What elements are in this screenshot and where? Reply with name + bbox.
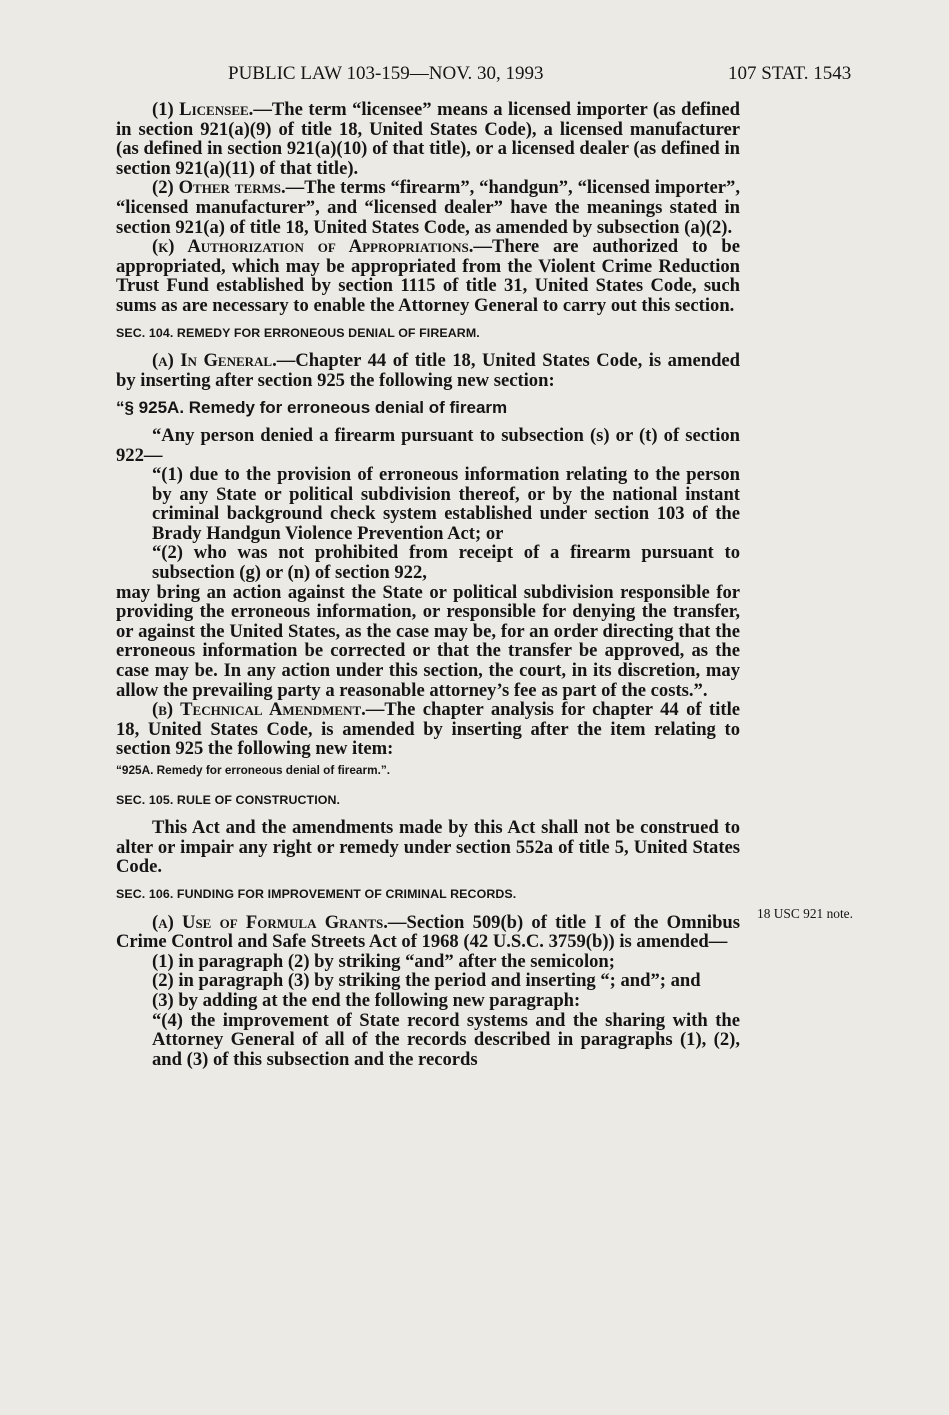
subsection-heading: (b) Technical Amendment. xyxy=(152,699,366,721)
paragraph-106a: (a) Use of Formula Grants.—Section 509(b) of title I of the Omnibus Crime Control and Safe Streets Act of 1968 (42 U.S.C. 3759(b)) is amended— xyxy=(116,911,741,953)
paragraph-105: This Act and the amendments made by this Act shall not be construed to alter or impair any right or remedy under section 552a of title 5, United States Code. xyxy=(116,817,740,878)
section-heading-104: SEC. 104. REMEDY FOR ERRONEOUS DENIAL OF FIREARM. xyxy=(116,325,480,340)
paragraph-may-bring: may bring an action against the State or political subdivision responsible for providing the erroneous information, or responsible for denying the transfer, or against the United States, as the case may be, for an order directing that the erroneous information be corrected or that the transfer be approved, as the case may be. In any action under this section, the court, in its discretion, may allow the prevailing party a reasonable attorney’s fee as part of the costs.”. xyxy=(116,581,740,701)
new-section-heading-925a: “§ 925A. Remedy for erroneous denial of firearm xyxy=(116,398,508,418)
term-heading: (2) Other terms. xyxy=(152,177,286,199)
list-item-1: (1) in paragraph (2) by striking “and” after the semicolon; xyxy=(152,950,615,972)
paragraph-other-terms: (2) Other terms.—The terms “firearm”, “handgun”, “licensed importer”, “licensed manufacturer”, and “licensed dealer” have the meanings stated in section 921(a) of title 18, United States Code, as amended by subsection (a)(2). xyxy=(116,177,740,238)
subsection-heading: (a) In General. xyxy=(152,350,277,372)
paragraph-clause-1: “(1) due to the provision of erroneous information relating to the person by any State or political subdivision thereof, or by the national instant criminal background check system established under section 103 of the Brady Handgun Violence Prevention Act; or xyxy=(152,464,740,544)
section-heading-106: SEC. 106. FUNDING FOR IMPROVEMENT OF CRIMINAL RECORDS. xyxy=(116,886,517,901)
paragraph-104b: (b) Technical Amendment.—The chapter analysis for chapter 44 of title 18, United States Code, is amended by inserting after the item relating to section 925 the following new item: xyxy=(116,699,740,760)
list-item-2: (2) in paragraph (3) by striking the period and inserting “; and”; and xyxy=(152,970,701,992)
running-header-stat-page: 107 STAT. 1543 xyxy=(728,63,852,84)
document-body xyxy=(116,100,740,1069)
running-header-title: PUBLIC LAW 103-159—NOV. 30, 1993 xyxy=(228,63,544,84)
list-item-3: (3) by adding at the end the following new paragraph: xyxy=(152,989,581,1011)
paragraph-any-person: “Any person denied a firearm pursuant to subsection (s) or (t) of section 922— xyxy=(116,424,740,466)
list-item-4: “(4) the improvement of State record systems and the sharing with the Attorney General of all of the records described in paragraphs (1), (2), and (3) of this subsection and the records xyxy=(152,1009,740,1070)
chapter-analysis-item: “925A. Remedy for erroneous denial of firearm.”. xyxy=(116,763,391,777)
term-heading: (1) Licensee. xyxy=(152,99,254,120)
subsection-heading: (k) Authorization of Appropriations. xyxy=(152,236,474,258)
paragraph-authorization: (k) Authorization of Appropriations.—There are authorized to be appropriated, which may be appropriated from the Violent Crime Reduction Trust Fund established by section 1115 of title 31, United States Code, such sums as are necessary to enable the Attorney General to carry out this section. xyxy=(116,236,740,316)
paragraph-licensee: (1) Licensee.—The term “licensee” means a licensed importer (as defined in section 921(a)(9) of title 18, United States Code), a licensed manufacturer (as defined in section 921(a)(10) of that title), or a licensed dealer (as defined in section 921(a)(11) of that title). xyxy=(116,99,740,179)
section-heading-105: SEC. 105. RULE OF CONSTRUCTION. xyxy=(116,792,341,807)
paragraph-104a: (a) In General.—Chapter 44 of title 18, United States Code, is amended by inserting after section 925 the following new section: xyxy=(116,350,741,391)
paragraph-clause-2: “(2) who was not prohibited from receipt of a firearm pursuant to subsection (g) or (n) of section 922, xyxy=(152,542,740,584)
subsection-heading: (a) Use of Formula Grants. xyxy=(152,911,388,933)
margin-note-usc: 18 USC 921 note. xyxy=(757,906,853,921)
